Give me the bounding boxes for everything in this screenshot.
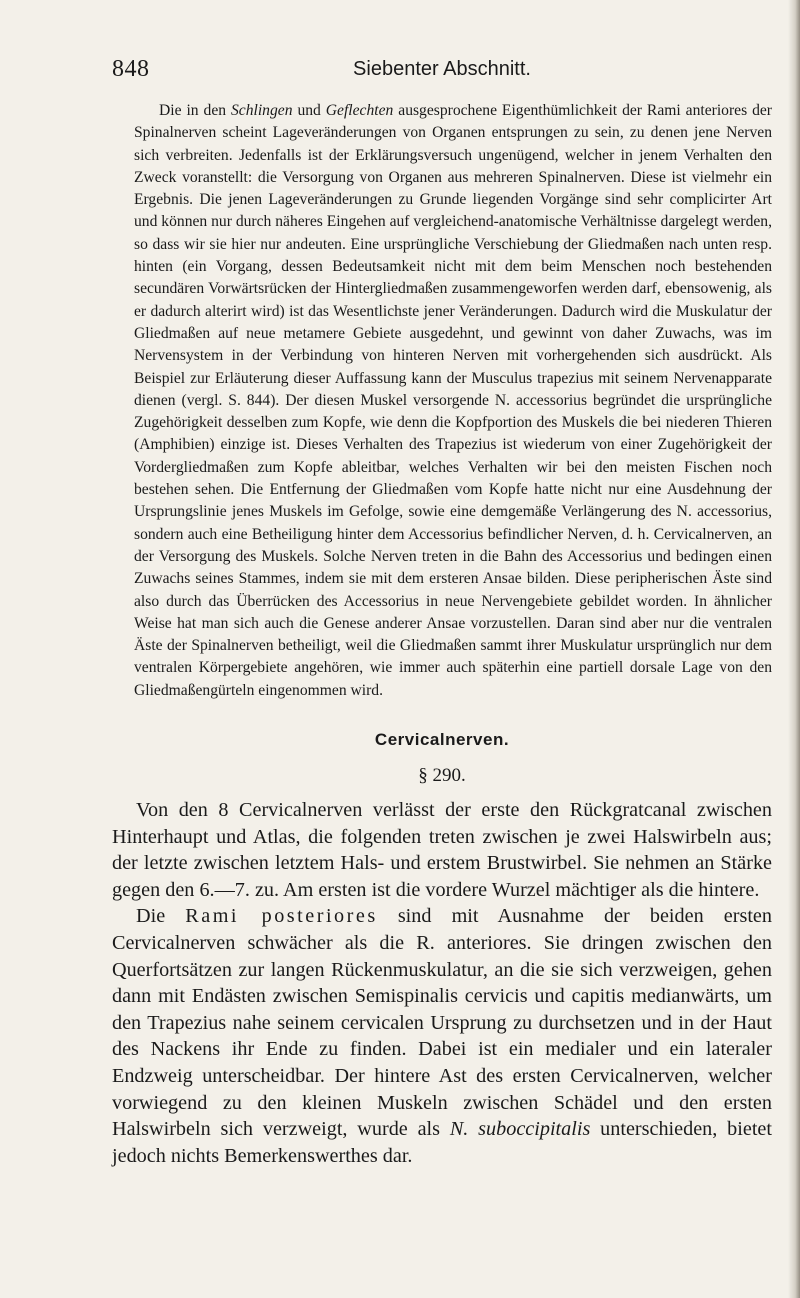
- paragraph-text: Von den 8 Cervicalnerven verlässt der erste den Rückgratcanal zwischen Hinterhaupt und Atlas, die folgenden treten zwischen je zwei Halswirbeln aus; der letzte zwischen letztem Hals- und erstem Brustwirbel. Sie nehmen an Stärke gegen den 6.—7. zu. Am ersten ist die vordere Wurzel mächtiger als die hintere.: [112, 799, 772, 901]
- paragraph-number: § 290.: [418, 765, 466, 786]
- running-head: Siebenter Abschnitt.: [353, 58, 531, 80]
- small-print-paragraph: [134, 100, 772, 702]
- page-number: 848: [112, 56, 150, 82]
- section-heading: Cervicalnerven.: [374, 730, 510, 749]
- paragraph-text: Die Rami posteriores sind mit Ausnahme der beiden ersten Cervicalnerven schwächer als die R. anteriores. Sie dringen zwischen den Querfortsätzen zur langen Rückenmuskulatur, an die sie sich verzweigen, gehen dann mit Endästen zwischen Semispinalis cervicis und capitis medianwärts, um den Trapezius nahe seinem cervicalen Ursprung zu durchsetzen und in der Haut des Nackens ihr Ende zu finden. Dabei ist ein medialer und ein lateraler Endzweig unterscheidbar. Der hintere Ast des ersten Cervicalnerven, welcher vorwiegend zu den kleinen Muskeln zwischen Schädel und den ersten Halswirbeln sich verzweigt, wurde als N. suboccipitalis unterschieden, bietet jedoch nichts Bemerkenswerthes dar.: [112, 905, 772, 1167]
- page-edge-shadow: [788, 0, 800, 1298]
- main-text: [112, 797, 772, 1169]
- page-header: [112, 56, 772, 86]
- paragraph-text: Die in den Schlingen und Geflechten ausgesprochene Eigenthümlichkeit der Rami anteriores der Spinalnerven scheint Lageveränderungen von Organen entsprungen zu sein, zu denen jene Nerven sich verbreiten. Jedenfalls ist der Erklärungsversuch ungenügend, welcher in jenem Verhalten den Zweck voranstellt: die Versorgung von Organen aus mehreren Spinalnerven. Diese ist vielmehr ein Ergebnis. Die jenen Lageveränderungen zu Grunde liegenden Vorgänge sind sehr complicirter Art und können nur durch näheres Eingehen auf vergleichend-anatomische Verhältnisse dargelegt werden, so dass wir sie hier nur andeuten. Eine ursprüngliche Verschiebung der Gliedmaßen nach unten resp. hinten (ein Vorgang, dessen Bedeutsamkeit nicht mit dem beim Menschen noch bestehenden secundären Vorwärtsrücken der Hintergliedmaßen zusammengeworfen werden darf, ebensowenig, als er dadurch alterirt wird) ist das Wesentlichste jener Veränderungen. Dadurch wird die Muskulatur der Gliedmaßen auf neue metamere Gebiete ausgedehnt, und gewinnt von daher Zuwachs, was im Nervensystem in der Verbindung von hinteren Nerven mit vorhergehenden sich ausdrückt. Als Beispiel zur Erläuterung dieser Auffassung kann der Musculus trapezius mit seinem Nervenapparate dienen (vergl. S. 844). Der diesen Muskel versorgende N. accessorius begründet die ursprüngliche Zugehörigkeit desselben zum Kopfe, wie denn die Kopfportion des Muskels die bei niederen Thieren (Amphibien) einzige ist. Dieses Verhalten des Trapezius ist wiederum von einer Zugehörigkeit der Vordergliedmaßen zum Kopfe ableitbar, welches Verhalten wir bei den meisten Fischen noch bestehen sehen. Die Entfernung der Gliedmaßen vom Kopfe hatte nicht nur eine Ausdehnung der Ursprungslinie jenes Muskels im Gefolge, sowie eine demgemäße Verlängerung des N. accessorius, sondern auch eine Betheiligung hinter dem Accessorius befindlicher Nerven, d. h. Cervicalnerven, an der Versorgung des Muskels. Solche Nerven treten in die Bahn des Accessorius und bedingen einen Zuwachs seines Stammes, indem sie mit dem ersteren Ansae bilden. Diese peripherischen Äste sind also durch das Überrücken des Accessorius in neue Nervengebiete gebildet worden. In ähnlicher Weise hat man sich auch die Genese anderer Ansae vorzustellen. Daran sind aber nur die ventralen Äste der Spinalnerven betheiligt, weil die Gliedmaßen sammt ihrer Muskulatur ursprünglich nur dem ventralen Körpergebiete angehören, wie immer auch späterhin eine partiell dorsale Lage von den Gliedmaßengürteln eingenommen wird.: [134, 102, 772, 699]
